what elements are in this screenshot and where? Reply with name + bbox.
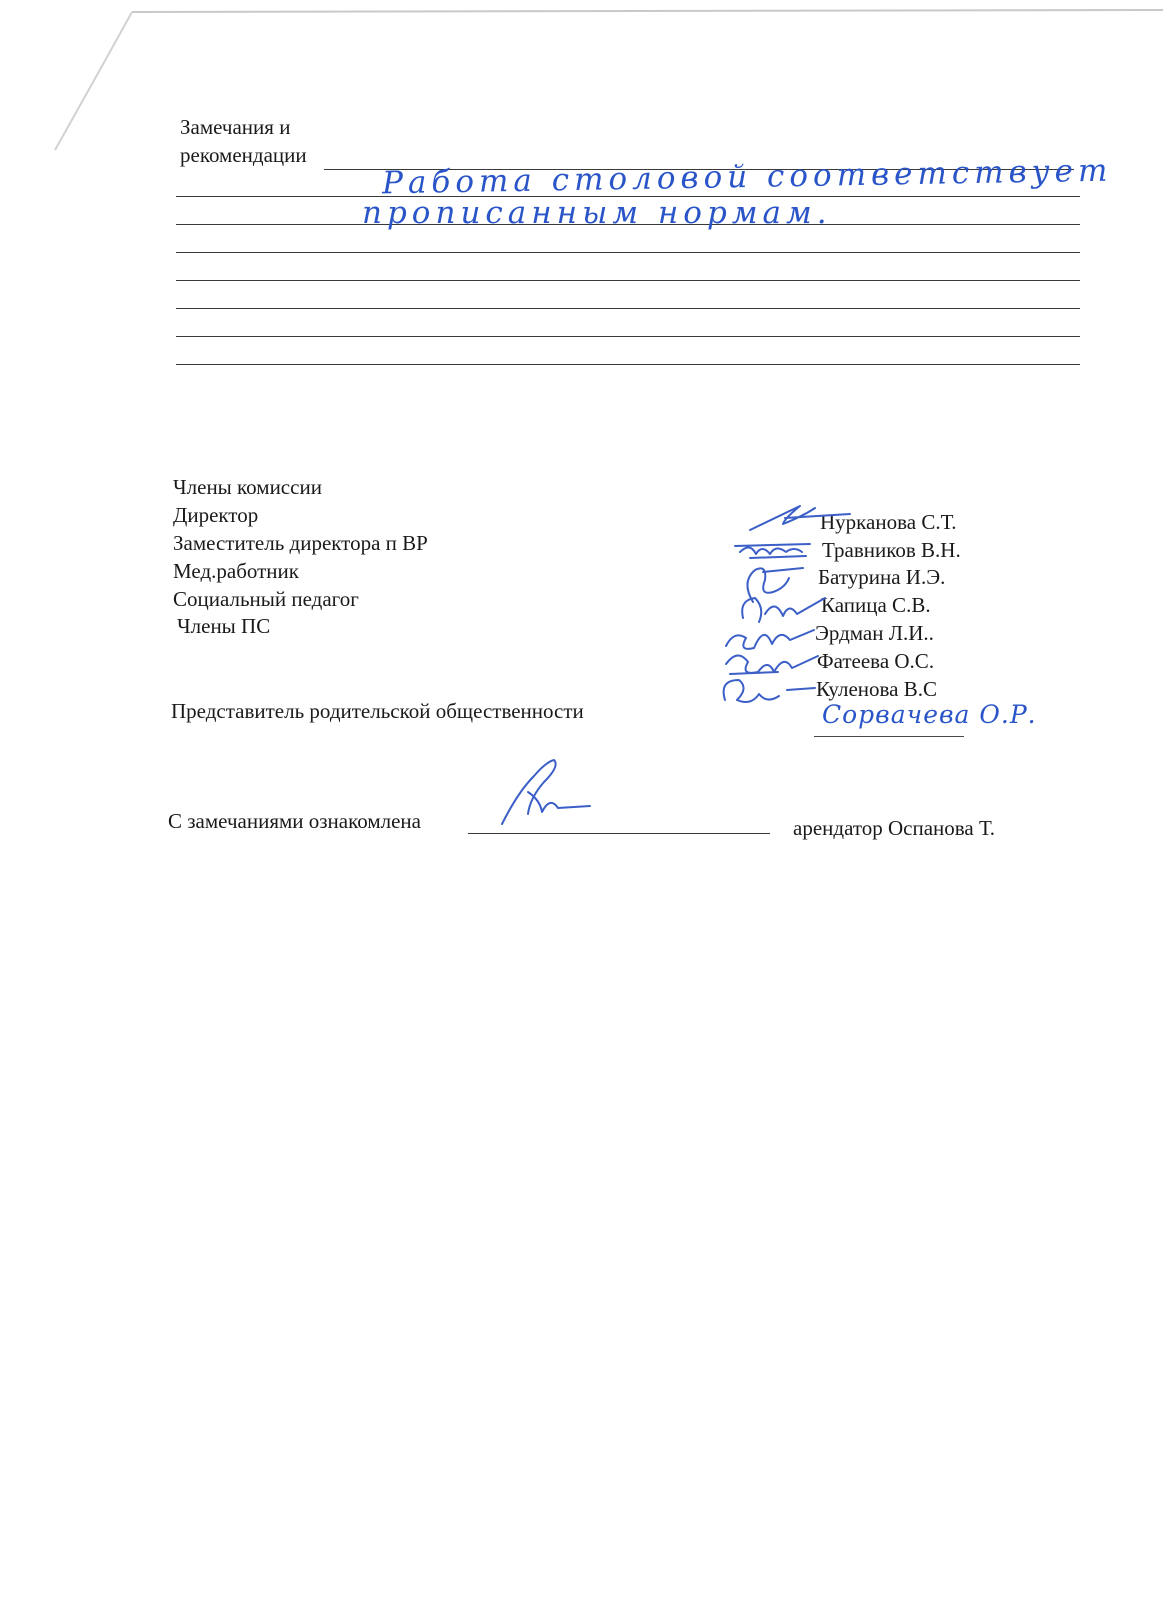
signature-kulenova <box>715 670 820 715</box>
parent-rep-signature-line <box>814 736 964 737</box>
member-name: Эрдман Л.И.. <box>815 621 934 645</box>
tenant-name: арендатор Оспанова Т. <box>793 816 995 840</box>
remarks-rule <box>176 308 1080 309</box>
role-director: Директор <box>173 503 259 527</box>
commission-heading: Члены комиссии <box>173 475 322 499</box>
remarks-rule <box>176 364 1080 365</box>
remarks-label-line2: рекомендации <box>180 143 307 167</box>
acknowledgement-signature-line <box>468 833 770 834</box>
acknowledgement-label: С замечаниями ознакомлена <box>168 809 421 833</box>
signature-nurkanova <box>745 498 855 538</box>
remarks-rule <box>176 336 1080 337</box>
member-name: Нурканова С.Т. <box>820 510 957 534</box>
remarks-rule <box>176 280 1080 281</box>
role-social-teacher: Социальный педагог <box>173 587 359 611</box>
role-deputy-director: Заместитель директора п ВР <box>173 531 428 555</box>
remarks-rule <box>176 252 1080 253</box>
handwritten-remark-line2: прописанным нормам. <box>362 195 832 231</box>
parent-rep-handwritten-name: Сорвачева О.Р. <box>822 700 1037 729</box>
remarks-label-line1: Замечания и <box>180 115 291 139</box>
handwritten-remark-line1: Работа столовой соответствует <box>381 152 1113 202</box>
signature-ospanova <box>488 752 598 832</box>
member-name: Травников В.Н. <box>822 538 961 562</box>
role-medical-worker: Мед.работник <box>173 559 299 583</box>
member-name: Батурина И.Э. <box>818 565 946 589</box>
role-ps-members: Члены ПС <box>177 614 271 638</box>
member-name: Куленова В.С <box>816 677 938 701</box>
parent-rep-label: Представитель родительской общественности <box>171 699 584 723</box>
member-name: Фатеева О.С. <box>817 649 935 673</box>
member-name: Капица С.В. <box>821 593 931 617</box>
